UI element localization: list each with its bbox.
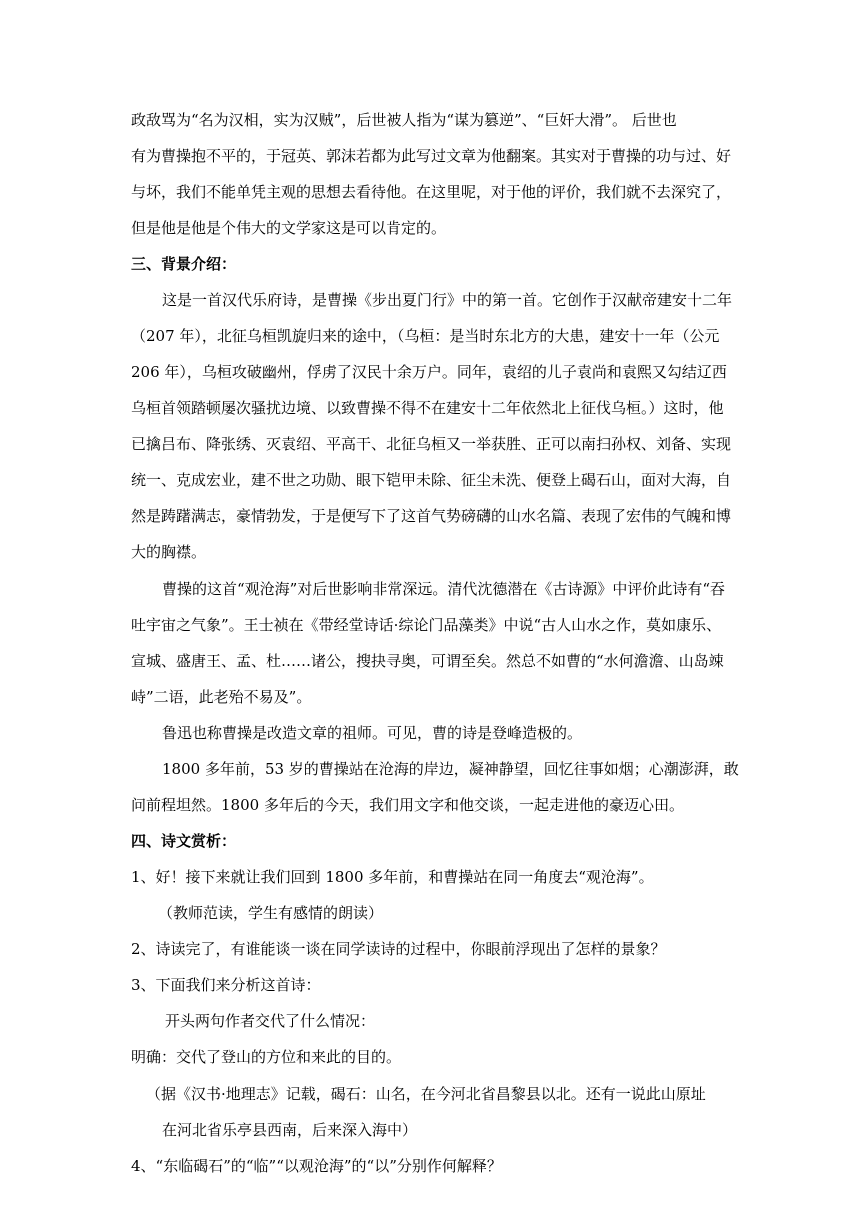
text-line: 曹操的这首“观沧海”对后世影响非常深远。清代沈德潜在《古诗源》中评价此诗有“吞 [162,580,726,598]
text-line: 4、“东临碣石”的“临”“以观沧海”的“以”分别作何解释？ [131,1157,502,1175]
text-line: 但是他是他是个伟大的文学家这是可以肯定的。 [131,219,447,237]
text-line: （据《汉书·地理志》记载，碣石：山名，在今河北省昌黎县以北。还有一说此山原址 [146,1085,706,1103]
text-line: 鲁迅也称曹操是改造文章的祖师。可见，曹的诗是登峰造极的。 [162,724,583,742]
text-line: 已擒吕布、降张绣、灭袁绍、平高干、北征乌桓又一举获胜、正可以南扫孙权、刘备、实现 [131,435,732,453]
text-line: 2、诗读完了，有谁能谈一谈在同学读诗的过程中，你眼前浮现出了怎样的景象？ [131,940,666,958]
text-line: 开头两句作者交代了什么情况： [165,1012,376,1030]
text-line: 统一、克成宏业，建不世之功勋、眼下铠甲未除、征尘未洗、便登上碣石山，面对大海，自 [131,471,732,489]
text-line: 206 年），乌桓攻破幽州，俘虏了汉民十余万户。同年，袁绍的儿子袁尚和袁熙又勾结辽西 [131,363,727,381]
text-line: 1、好！接下来就让我们回到 1800 多年前，和曹操站在同一角度去“观沧海”。 [131,868,654,886]
text-line: 宣城、盛唐王、孟、杜……诸公，搜抉寻奥，可谓至矣。然总不如曹的“水何澹澹、山岛竦 [131,652,724,670]
text-line: 然是踌躇满志，豪情勃发，于是便写下了这首气势磅礴的山水名篇、表现了宏伟的气魄和博 [131,507,732,525]
text-line: 明确：交代了登山的方位和来此的目的。 [131,1048,402,1066]
text-line: 大的胸襟。 [131,543,207,561]
text-line: 与坏，我们不能单凭主观的思想去看待他。在这里呢，对于他的评价，我们就不去深究了， [131,183,732,201]
text-line: 在河北省乐亭县西南，后来深入海中） [162,1121,418,1139]
text-line: 峙”二语，此老殆不易及”。 [131,688,312,706]
text-line: 吐宇宙之气象”。王士祯在《带经堂诗话·综论门品藻类》中说“古人山水之作，莫如康乐、 [131,616,722,634]
text-line: 政敌骂为“名为汉相，实为汉贼”，后世被人指为“谋为篡逆”、“巨奸大滑”。 后世也 [131,111,677,129]
section-heading-background: 三、背景介绍： [131,255,237,273]
text-line: （207 年），北征乌桓凯旋归来的途中，（乌桓：是当时东北方的大患，建安十一年（公元 [131,327,720,345]
text-line: 问前程坦然。1800 多年后的今天，我们用文字和他交谈，一起走进他的豪迈心田。 [131,796,684,814]
text-line: 3、下面我们来分析这首诗： [131,976,321,994]
text-line: 乌桓首领踏顿屡次骚扰边境、以致曹操不得不在建安十二年依然北上征伐乌桓。）这时，他 [131,399,724,417]
text-line: 这是一首汉代乐府诗，是曹操《步出夏门行》中的第一首。它创作于汉献帝建安十二年 [162,291,733,309]
text-line: 1800 多年前，53 岁的曹操站在沧海的岸边，凝神静望，回忆往事如烟；心潮澎湃，敢 [162,760,739,778]
section-heading-analysis: 四、诗文赏析： [131,832,237,850]
text-line: 有为曹操抱不平的，于冠英、郭沫若都为此写过文章为他翻案。其实对于曹操的功与过、好 [131,147,732,165]
text-line: （教师范读，学生有感情的朗读） [158,904,384,922]
